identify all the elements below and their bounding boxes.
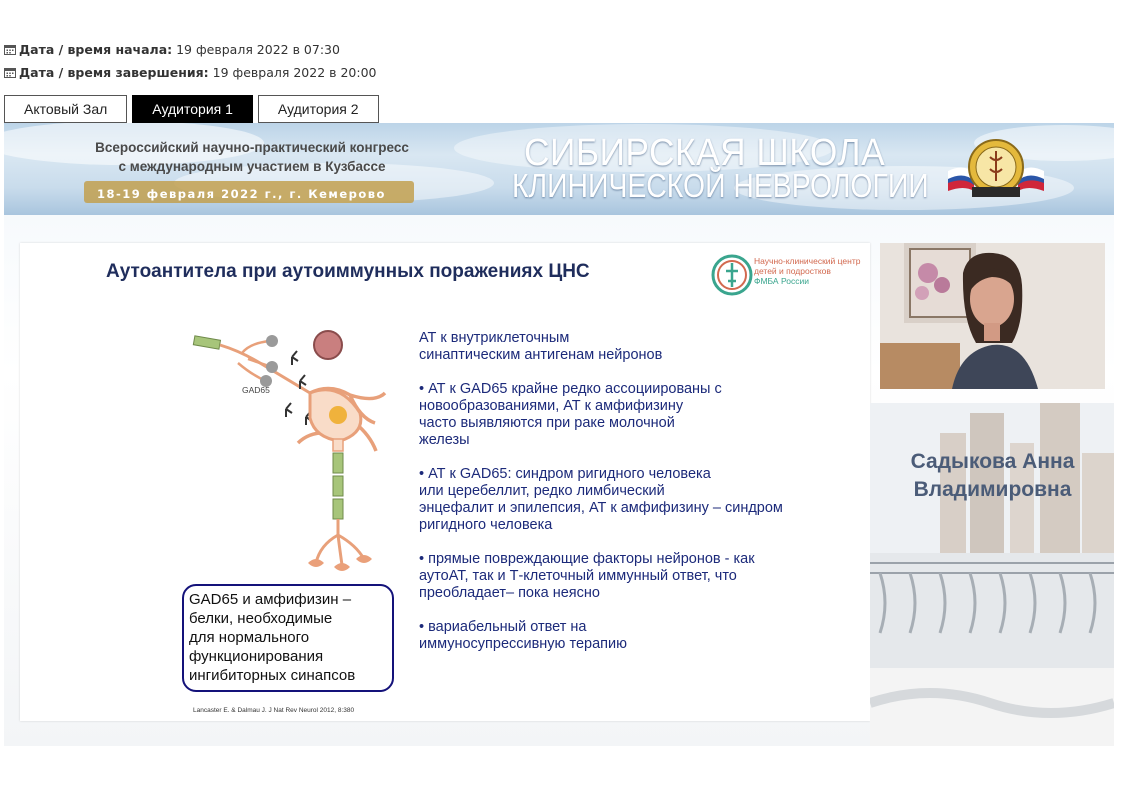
event-end-label: Дата / время завершения: xyxy=(19,65,209,80)
box-line: для нормального xyxy=(189,629,310,646)
slide-paragraph xyxy=(419,551,830,602)
speaker-name xyxy=(880,448,1105,504)
slide-line: • прямые повреждающие факторы нейронов - как xyxy=(419,551,755,567)
box-line: белки, необходимые xyxy=(189,610,333,627)
slide-paragraph xyxy=(419,466,830,534)
tab-auditoriya-2[interactable]: Аудитория 2 xyxy=(258,95,379,123)
slide-line: аутоАТ, так и Т-клеточный иммунный ответ, что xyxy=(419,568,737,584)
event-start-value: 19 февраля 2022 в 07:30 xyxy=(176,42,340,57)
speaker-portrait-icon xyxy=(880,243,1105,389)
tab-aktovyi-zal[interactable]: Актовый Зал xyxy=(4,95,127,123)
banner-line-2: с международным участием в Кузбассе xyxy=(118,159,386,174)
calendar-icon xyxy=(4,67,16,78)
slide-paragraph xyxy=(419,330,830,364)
slide-paragraph xyxy=(419,381,830,449)
slide-line: синаптическим антигенам нейронов xyxy=(419,347,663,363)
calendar-icon xyxy=(4,44,16,55)
banner-date-place: 18-19 февраля 2022 г., г. Кемерово xyxy=(97,187,386,201)
box-line: функционирования xyxy=(189,648,324,665)
slide-line: ригидного человека xyxy=(419,517,553,533)
slide-line: преобладает– пока неясно xyxy=(419,585,600,601)
banner-title-2: КЛИНИЧЕСКОЙ НЕВРОЛОГИИ xyxy=(512,167,929,204)
event-end xyxy=(4,65,377,80)
slide-line: • вариабельный ответ на xyxy=(419,619,587,635)
slide-line: или церебеллит, редко лимбический xyxy=(419,483,665,499)
banner-title-1: СИБИРСКАЯ ШКОЛА xyxy=(524,132,886,174)
event-start-label: Дата / время начала: xyxy=(19,42,173,57)
neuron-illustration-icon xyxy=(180,323,400,573)
slide-paragraph xyxy=(419,619,830,653)
neuron-label-gad65: GAD65 xyxy=(242,385,270,395)
slide-line: иммуносупрессивную терапию xyxy=(419,636,627,652)
slide-body xyxy=(419,330,830,670)
slide-line: АТ к внутриклеточным xyxy=(419,330,570,346)
center-name-line-1: Научно-клинический центр xyxy=(754,256,861,266)
box-line: GAD65 и амфифизин – xyxy=(189,591,352,608)
center-name-line-3: ФМБА России xyxy=(754,276,809,286)
slide-line: энцефалит и эпилепсия, АТ к амфифизину – синдром xyxy=(419,500,783,516)
slide-line: • АТ к GAD65: синдром ригидного человека xyxy=(419,466,711,482)
box-line: ингибиторных синапсов xyxy=(189,667,356,684)
speaker-video[interactable] xyxy=(880,243,1105,389)
presentation-slide xyxy=(20,243,870,721)
center-name-line-2: детей и подростков xyxy=(754,266,831,276)
slide-line: новообразованиями, АТ к амфифизину xyxy=(419,398,684,414)
highlight-box xyxy=(182,584,394,692)
slide-line: • АТ к GAD65 крайне редко ассоциированы с xyxy=(419,381,722,397)
banner-line-1: Всероссийский научно-практический конгресс xyxy=(95,140,409,155)
room-tabs xyxy=(4,95,384,123)
event-start xyxy=(4,42,340,57)
slide-title: Аутоантитела при аутоиммунных поражениях ЦНС xyxy=(106,261,590,282)
university-emblem-icon xyxy=(944,133,1048,203)
speaker-name-line-2: Владимировна xyxy=(913,478,1072,501)
event-end-value: 19 февраля 2022 в 20:00 xyxy=(212,65,377,80)
video-stream[interactable] xyxy=(4,123,1114,746)
medical-center-name xyxy=(754,256,870,286)
congress-banner xyxy=(4,123,1114,215)
banner-subtitle xyxy=(68,138,436,176)
slide-reference: Lancaster E. & Dalmau J. J Nat Rev Neurol 2012, 8:380 xyxy=(193,707,355,714)
slide-line: железы xyxy=(419,432,470,448)
tab-auditoriya-1[interactable]: Аудитория 1 xyxy=(132,95,253,123)
speaker-name-line-1: Садыкова Анна xyxy=(910,450,1075,473)
slide-line: часто выявляются при раке молочной xyxy=(419,415,675,431)
